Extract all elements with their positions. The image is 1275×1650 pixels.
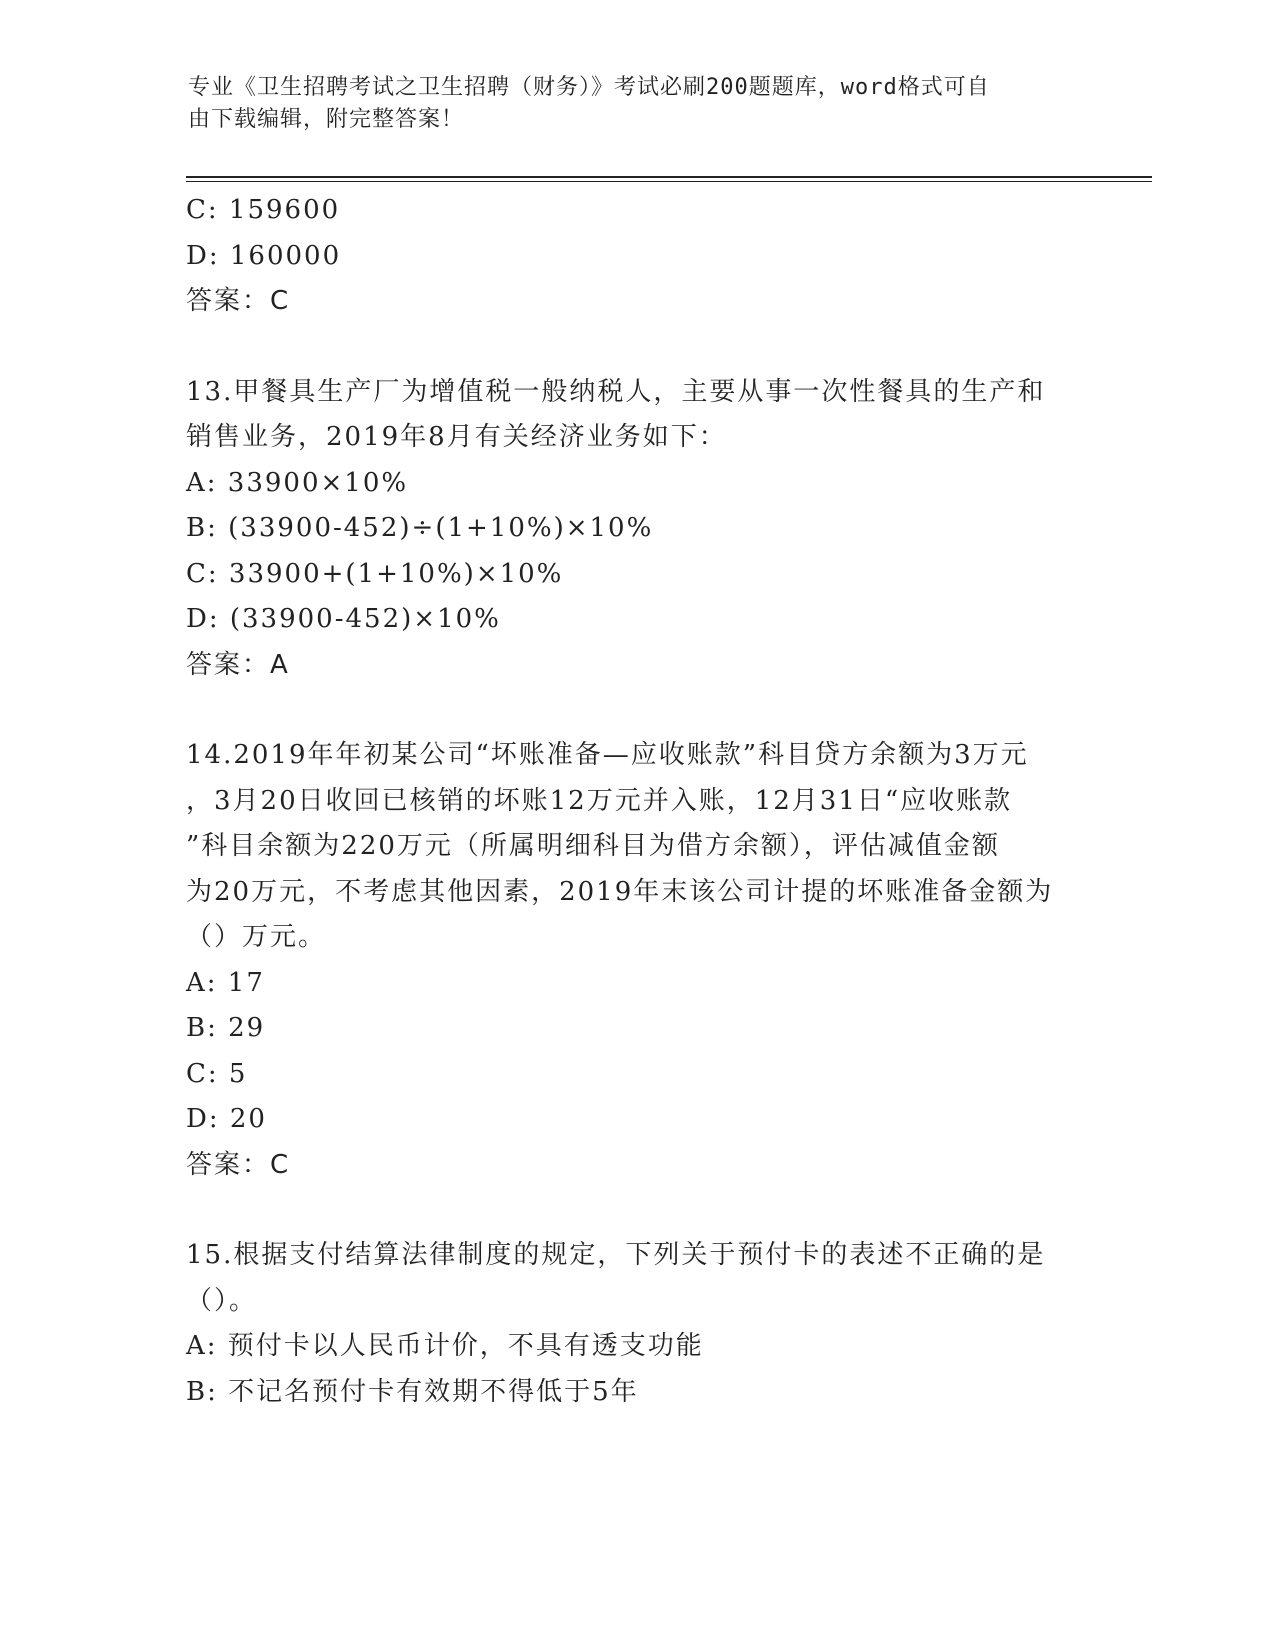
question-list xyxy=(186,188,1086,1415)
option-c: C: 33900+(1+10%)×10% xyxy=(186,558,564,589)
option-a: A: 33900×10% xyxy=(186,467,409,498)
question-text-line: （）。 xyxy=(186,1285,258,1316)
question-text-line: ”科目余额为220万元（所属明细科目为借方余额），评估减值金额 xyxy=(186,831,1000,861)
answer: 答案：C xyxy=(186,286,291,316)
option-a: A: 17 xyxy=(186,967,265,998)
answer: 答案：A xyxy=(186,649,290,680)
header-divider-thick xyxy=(186,176,1152,178)
header-divider-thin xyxy=(186,181,1152,182)
header-line-1: 专业《卫生招聘考试之卫生招聘（财务）》考试必刷200题题库，word格式可自 xyxy=(188,75,990,100)
option-b: B: 不记名预付卡有效期不得低于5年 xyxy=(186,1376,639,1407)
question-text-line: 销售业务，2019年8月有关经济业务如下： xyxy=(186,422,727,452)
spacer xyxy=(186,325,1086,370)
spacer xyxy=(186,1188,1086,1233)
option-c: C: 159600 xyxy=(186,195,341,225)
option-d: D: 160000 xyxy=(186,240,342,271)
question-12 xyxy=(186,188,1086,325)
option-a: A: 预付卡以人民币计价，不具有透支功能 xyxy=(186,1331,704,1361)
question-text-line: ，3月20日收回已核销的坏账12万元并入账，12月31日“应收账款 xyxy=(186,785,1013,816)
header-line-2: 由下载编辑，附完整答案！ xyxy=(188,107,465,132)
option-d: D: (33900-452)×10% xyxy=(186,604,501,634)
option-c: C: 5 xyxy=(186,1058,248,1089)
question-14 xyxy=(186,733,1086,1188)
spacer xyxy=(186,688,1086,733)
question-text-line: 14.2019年年初某公司“坏账准备—应收账款”科目贷方余额为3万元 xyxy=(186,740,1029,770)
option-b: B: 29 xyxy=(186,1013,266,1043)
question-text-line: （）万元。 xyxy=(186,922,327,952)
question-13 xyxy=(186,370,1086,689)
question-15 xyxy=(186,1233,1086,1415)
document-header xyxy=(188,72,1068,136)
question-text-line: 为20万元，不考虑其他因素，2019年末该公司计提的坏账准备金额为 xyxy=(186,876,1054,907)
answer: 答案：C xyxy=(186,1149,291,1180)
question-text-line: 15.根据支付结算法律制度的规定，下列关于预付卡的表述不正确的是 xyxy=(186,1240,1046,1270)
option-d: D: 20 xyxy=(186,1104,267,1134)
option-b: B: (33900-452)÷(1+10%)×10% xyxy=(186,513,654,543)
question-text-line: 13.甲餐具生产厂为增值税一般纳税人，主要从事一次性餐具的生产和 xyxy=(186,376,1046,407)
